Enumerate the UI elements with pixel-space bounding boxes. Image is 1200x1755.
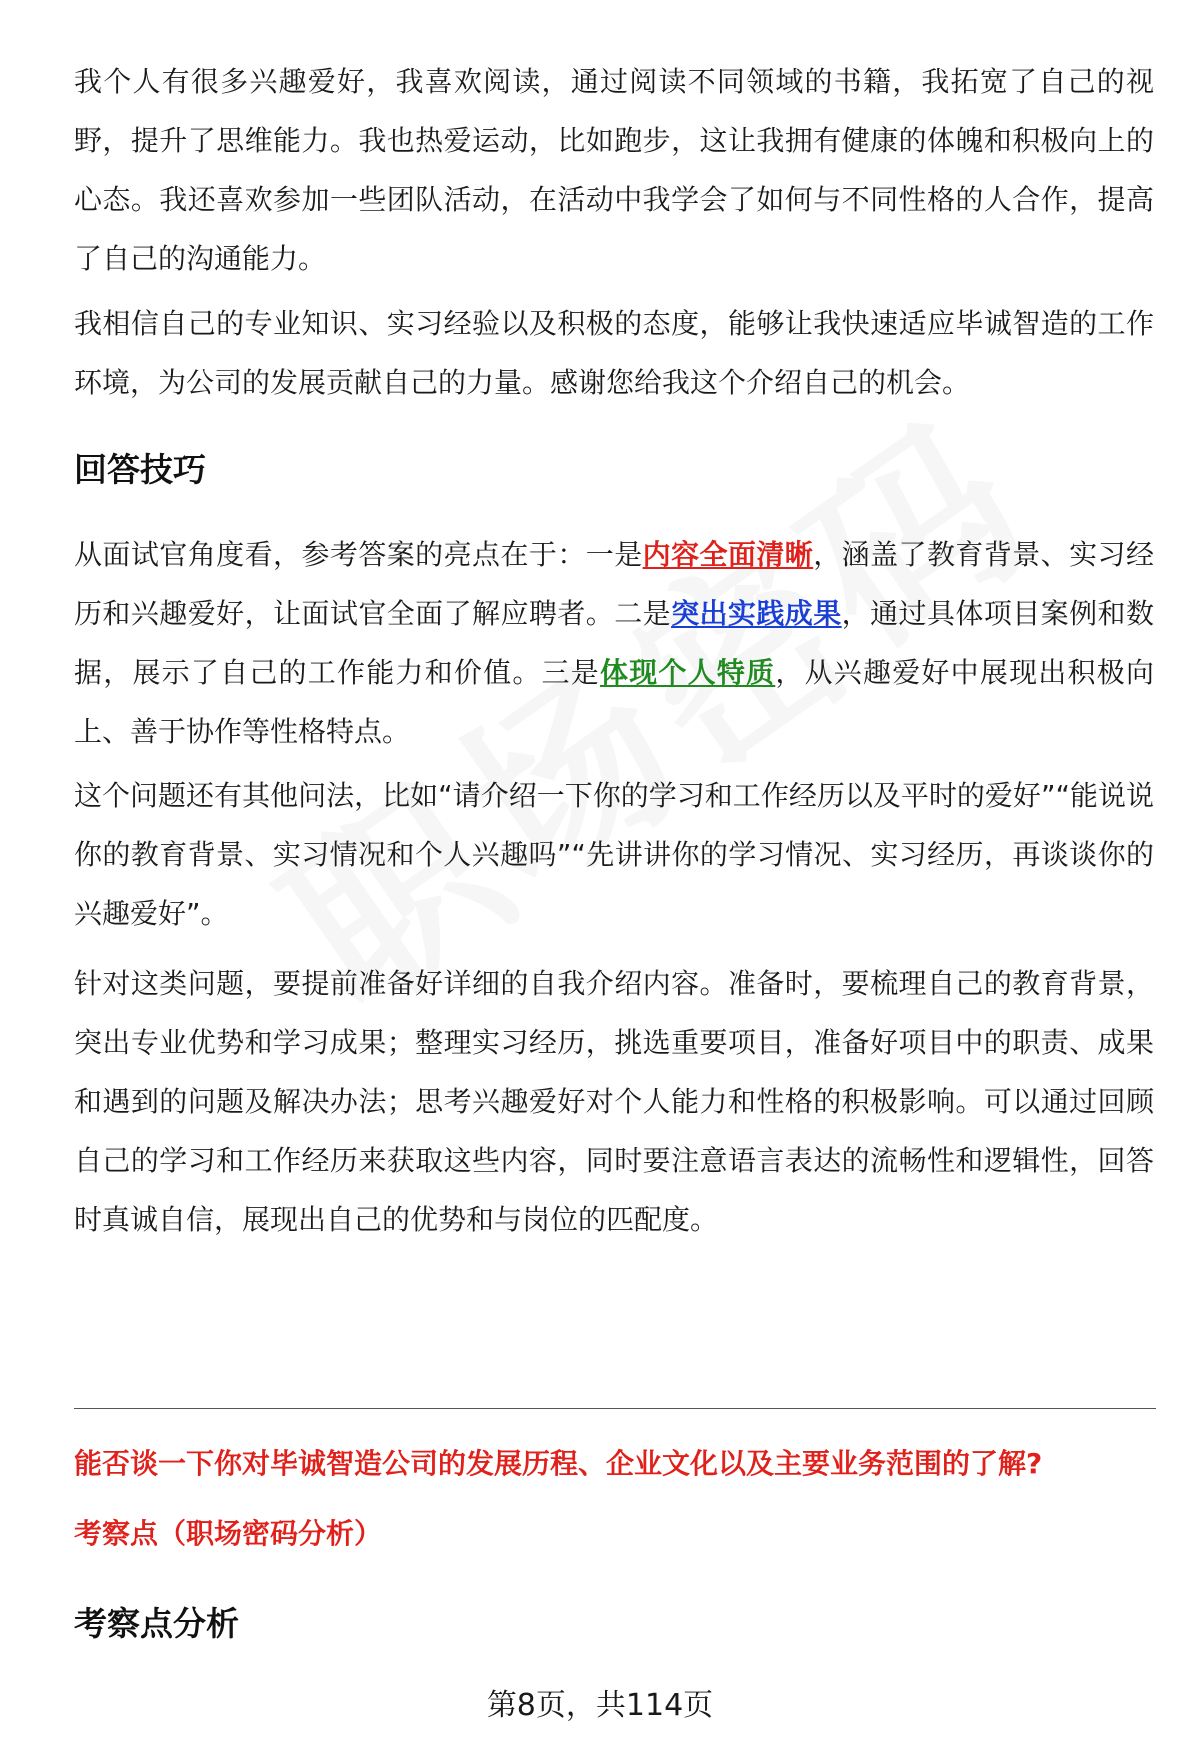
highlight-practice: 突出实践成果 xyxy=(671,597,842,630)
tips-paragraph-alternatives: 这个问题还有其他问法，比如“请介绍一下你的学习和工作经历以及平时的爱好”“能说说你的教育背景、实习情况和个人兴趣吗”“先讲讲你的学习情况、实习经历，再谈谈你的兴趣爱好”。 xyxy=(74,779,1154,930)
analysis-heading: 考察点分析 xyxy=(74,1604,239,1643)
tips-paragraph-highlights: 从面试官角度看，参考答案的亮点在于：一是内容全面清晰，涵盖了教育背景、实习经历和兴趣爱好，让面试官全面了解应聘者。二是突出实践成果，通过具体项目案例和数据，展示了自己的工作能力和价值。三是体现个人特质，从兴趣爱好中展现出积极向上、善于协作等性格特点。 xyxy=(74,538,1154,748)
highlight-personal-traits: 体现个人特质 xyxy=(599,656,776,689)
highlight-comprehensive: 内容全面清晰 xyxy=(642,538,814,571)
section-divider xyxy=(74,1408,1156,1409)
next-question-title: 能否谈一下你对毕诚智造公司的发展历程、企业文化以及主要业务范围的了解? xyxy=(74,1447,1043,1480)
tips-heading: 回答技巧 xyxy=(74,450,206,489)
intro-paragraph-closing: 我相信自己的专业知识、实习经验以及积极的态度，能够让我快速适应毕诚智造的工作环境，为公司的发展贡献自己的力量。感谢您给我这个介绍自己的机会。 xyxy=(74,307,1154,399)
tips-paragraph-preparation: 针对这类问题，要提前准备好详细的自我介绍内容。准备时，要梳理自己的教育背景，突出专业优势和学习成果；整理实习经历，挑选重要项目，准备好项目中的职责、成果和遇到的问题及解决办法；思考兴趣爱好对个人能力和性格的积极影响。可以通过回顾自己的学习和工作经历来获取这些内容，同时要注意语言表达的流畅性和逻辑性，回答时真诚自信，展现出自己的优势和与岗位的匹配度。 xyxy=(74,967,1154,1236)
intro-paragraph-hobbies: 我个人有很多兴趣爱好，我喜欢阅读，通过阅读不同领域的书籍，我拓宽了自己的视野，提升了思维能力。我也热爱运动，比如跑步，这让我拥有健康的体魄和积极向上的心态。我还喜欢参加一些团队活动，在活动中我学会了如何与不同性格的人合作，提高了自己的沟通能力。 xyxy=(74,65,1154,275)
exam-point-label: 考察点（职场密码分析） xyxy=(74,1517,383,1550)
page-number-footer: 第8页，共114页 xyxy=(486,1688,714,1723)
